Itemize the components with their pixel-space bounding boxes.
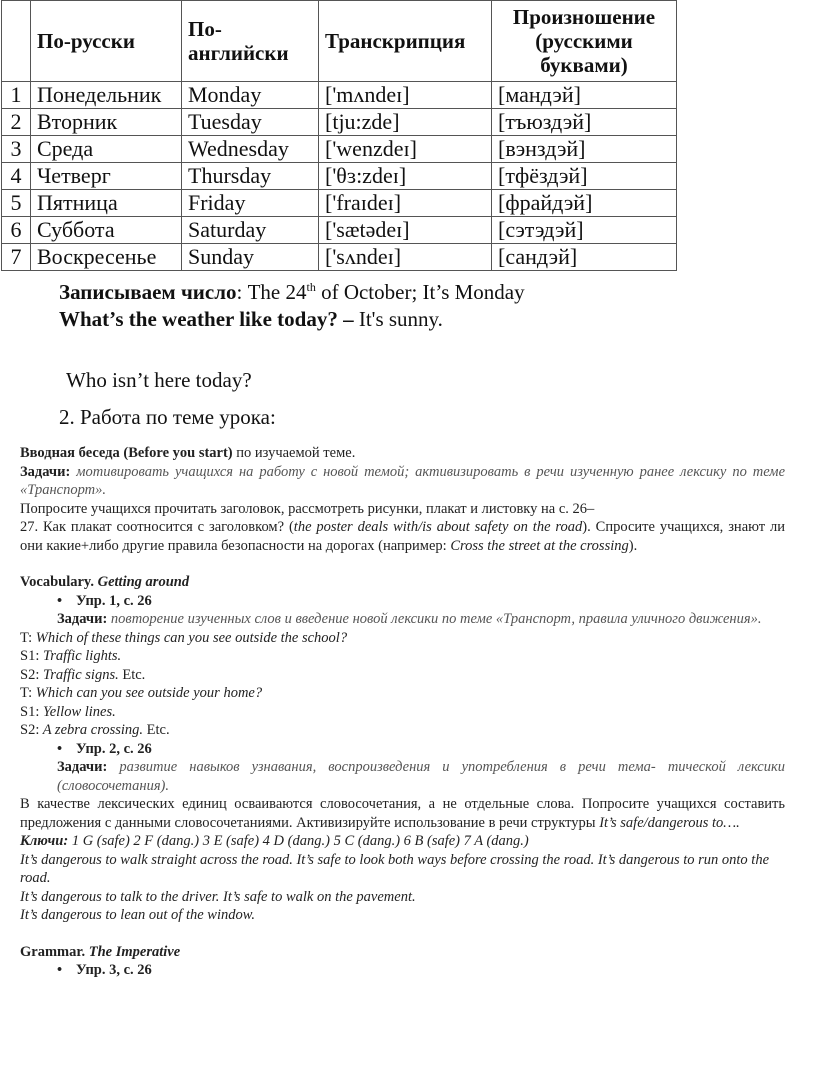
bullet-icon: • xyxy=(57,740,63,757)
row-num: 6 xyxy=(2,217,31,244)
row-russian: Суббота xyxy=(31,217,182,244)
row-english: Thursday xyxy=(182,163,319,190)
header-russian: По-русски xyxy=(31,1,182,82)
exercise-2-bullet: • Упр. 2, с. 26 xyxy=(57,740,152,757)
dialog-line: T: Which of these things can you see outside the school? xyxy=(20,629,348,646)
row-pronunciation: [фрайдэй] xyxy=(492,190,677,217)
dialog-line: S1: Traffic lights. xyxy=(20,648,122,664)
dialog-line: S1: Yellow lines. xyxy=(20,703,116,720)
table-row xyxy=(2,109,677,136)
header-num xyxy=(2,1,31,82)
row-english: Sunday xyxy=(182,244,319,271)
row-russian: Четверг xyxy=(31,163,182,190)
row-transcription: ['sætədeɪ] xyxy=(319,217,492,244)
row-transcription: ['sʌndeɪ] xyxy=(319,244,492,271)
instruction-paragraph: 27. Как плакат соотносится с заголовком? (the poster deals with/is about safety on the road). Спросите учащихся, знают ли они какие+либо другие правила безопасности на дорогах (например: Cross the street at the crossing). xyxy=(20,519,786,554)
dialog-line: T: Which can you see outside your home? xyxy=(20,685,263,701)
row-english: Friday xyxy=(182,190,319,217)
exercise-1-bullet: • Упр. 1, с. 26 xyxy=(57,592,152,609)
table-header-row xyxy=(2,1,677,82)
weather-line xyxy=(59,307,443,332)
exercise-3-bullet: • Упр. 3, с. 26 xyxy=(57,962,152,978)
row-english: Monday xyxy=(182,82,319,109)
row-num: 5 xyxy=(2,190,31,217)
answer-keys: Ключи: 1 G (safe) 2 F (dang.) 3 E (safe) 4 D (dang.) 5 C (dang.) 6 B (safe) 7 A (dang.) xyxy=(20,833,529,849)
vocabulary-heading: Vocabulary. Getting around xyxy=(20,574,190,590)
answer-sentence: It’s dangerous to talk to the driver. It’s safe to walk on the pavement. xyxy=(20,888,416,905)
row-transcription: [tju:zde] xyxy=(319,109,492,136)
row-english: Saturday xyxy=(182,217,319,244)
row-num: 3 xyxy=(2,136,31,163)
date-label: Записываем число xyxy=(59,280,237,304)
row-num: 7 xyxy=(2,244,31,271)
row-num: 4 xyxy=(2,163,31,190)
row-pronunciation: [тъюздэй] xyxy=(492,109,677,136)
date-line: Записываем число: The 24th of October; It’s Monday xyxy=(59,280,525,304)
row-pronunciation: [тфёздэй] xyxy=(492,163,677,190)
row-english: Wednesday xyxy=(182,136,319,163)
table-row xyxy=(2,244,677,271)
row-num: 1 xyxy=(2,82,31,109)
scanned-lesson-plan xyxy=(20,444,785,980)
row-russian: Понедельник xyxy=(31,82,182,109)
table-row xyxy=(2,163,677,190)
row-transcription: ['wenzdeɪ] xyxy=(319,136,492,163)
row-russian: Воскресенье xyxy=(31,244,182,271)
dialog-line: S2: A zebra crossing. Etc. xyxy=(20,722,170,738)
row-pronunciation: [вэнздэй] xyxy=(492,136,677,163)
answer-sentence: It’s dangerous to lean out of the window. xyxy=(20,907,255,923)
grammar-heading: Grammar. The Imperative xyxy=(20,943,181,960)
row-russian: Вторник xyxy=(31,109,182,136)
header-transcription: Транскрипция xyxy=(319,1,492,82)
row-num: 2 xyxy=(2,109,31,136)
row-transcription: ['mʌndeɪ] xyxy=(319,82,492,109)
row-pronunciation: [сандэй] xyxy=(492,244,677,271)
days-of-week-table xyxy=(1,0,677,271)
explanation-paragraph: В качестве лексических единиц осваиваются словосочетания, а не отдельные слова. Попросите учащихся составить предложения с данными словосочетаниями. Активизируйте использование в речи структуры It’s safe/dangerous to…. xyxy=(20,796,785,831)
attendance-question: Who isn’t here today? xyxy=(66,368,252,392)
header-english: По- английски xyxy=(182,1,319,82)
dialog-line: S2: Traffic signs. Etc. xyxy=(20,666,146,683)
table-row xyxy=(2,217,677,244)
bullet-icon: • xyxy=(57,592,63,609)
instruction-paragraph-line1: Попросите учащихся прочитать заголовок, рассмотреть рисунки, плакат и листовку на с. 26– xyxy=(20,500,595,517)
table-row xyxy=(2,136,677,163)
table-row xyxy=(2,82,677,109)
row-english: Tuesday xyxy=(182,109,319,136)
task-paragraph-1: Задачи: мотивировать учащихся на работу с новой темой; активизировать в речи изученную ранее лексику по теме «Транспорт». xyxy=(20,463,785,498)
row-transcription: ['θɜ:zdeɪ] xyxy=(319,163,492,190)
row-russian: Пятница xyxy=(31,190,182,217)
header-pronunciation: Произношение (русскими буквами) xyxy=(492,1,677,82)
answer-sentence: It’s dangerous to walk straight across the road. It’s safe to look both ways before crossing the road. It’s dangerous to run onto the road. xyxy=(20,851,770,886)
task-paragraph-3: Задачи: развитие навыков узнавания, воспроизведения и употребления в речи тема- тической лексики (словосочетания). xyxy=(57,759,785,794)
row-russian: Среда xyxy=(31,136,182,163)
row-pronunciation: [сэтэдэй] xyxy=(492,217,677,244)
row-transcription: ['fraɪdeɪ] xyxy=(319,190,492,217)
section-heading: 2. Работа по теме урока: xyxy=(59,405,276,429)
task-paragraph-2: Задачи: повторение изученных слов и введение новой лексики по теме «Транспорт, правила уличного движения». xyxy=(57,611,762,627)
weather-question: What’s the weather like today? – xyxy=(59,307,354,331)
row-pronunciation: [мандэй] xyxy=(492,82,677,109)
table-row xyxy=(2,190,677,217)
intro-talk-heading: Вводная беседа (Before you start) по изучаемой теме. xyxy=(20,445,356,461)
bullet-icon: • xyxy=(57,962,63,978)
weather-answer: It's sunny. xyxy=(353,307,443,331)
